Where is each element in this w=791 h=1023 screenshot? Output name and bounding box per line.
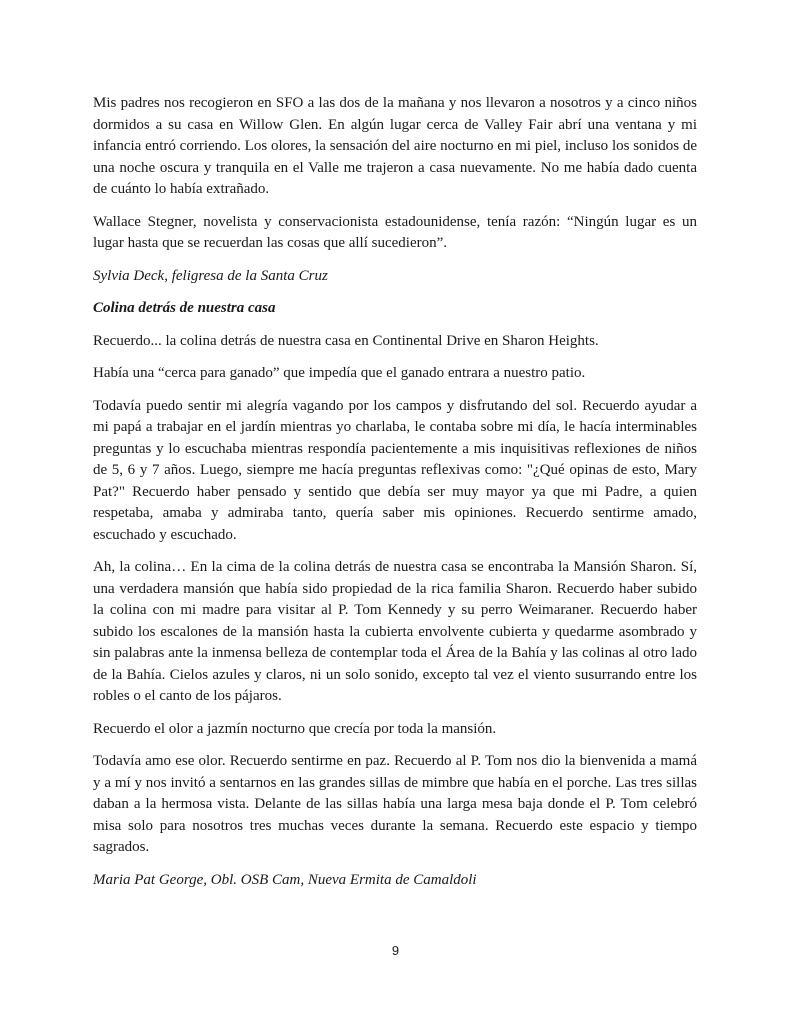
paragraph-cerca-ganado: Había una “cerca para ganado” que impedía que el ganado entrara a nuestro patio. — [93, 365, 586, 381]
paragraph-arrival: Mis padres nos recogieron en SFO a las dos de la mañana y nos llevaron a nosotros y a cinco niños dormidos a su casa en Willow Glen. En algún lugar cerca de Valley Fair abrí una ventana y mi infancia entró corriendo. Los olores, la sensación del aire nocturno en mi piel, incluso los sonidos de una noche oscura y tranquila en el Valle me trajeron a casa nuevamente. No me había dado cuenta de cuánto lo había extrañado. — [93, 95, 697, 197]
paragraph-mansion-sharon: Ah, la colina… En la cima de la colina detrás de nuestra casa se encontraba la Mansión Sharon. Sí, una verdadera mansión que había sido propiedad de la rica familia Sharon. Recuerdo haber subido la colina con mi madre para visitar al P. Tom Kennedy y su perro Weimaraner. Recuerdo haber subido los escalones de la mansión hasta la cubierta envolvente cubierta y quedarme asombrado y sin palabras ante la inmensa belleza de contemplar toda el Área de la Bahía y las colinas al otro lado de la Bahía. Cielos azules y claros, ni un solo sonido, excepto tal vez el viento susurrando entre los robles o el canto de los pájaros. — [93, 559, 697, 704]
page-body — [93, 93, 697, 902]
paragraph-stegner-quote: Wallace Stegner, novelista y conservacionista estadounidense, tenía razón: “Ningún lugar es un lugar hasta que se recuerdan las cosas que allí sucedieron”. — [93, 213, 697, 251]
author-signature-maria-pat: Maria Pat George, Obl. OSB Cam, Nueva Ermita de Camaldoli — [93, 871, 477, 888]
paragraph-recuerdo-colina: Recuerdo... la colina detrás de nuestra casa en Continental Drive en Sharon Heights. — [93, 332, 599, 349]
author-signature-sylvia: Sylvia Deck, feligresa de la Santa Cruz — [93, 267, 328, 284]
section-heading: Colina detrás de nuestra casa — [93, 300, 276, 316]
paragraph-misa: Todavía amo ese olor. Recuerdo sentirme en paz. Recuerdo al P. Tom nos dio la bienvenida a mamá y a mí y nos invitó a sentarnos en las grandes sillas de mimbre que había en el porche. Las tres sillas daban a la hermosa vista. Delante de las sillas había una larga mesa baja donde el P. Tom celebró misa solo para nosotros tres muchas veces durante la semana. Recuerdo este espacio y tiempo sagrados. — [93, 753, 697, 855]
paragraph-jazmin: Recuerdo el olor a jazmín nocturno que crecía por toda la mansión. — [93, 720, 497, 737]
paragraph-papa-jardin: Todavía puedo sentir mi alegría vagando por los campos y disfrutando del sol. Recuerdo ayudar a mi papá a trabajar en el jardín mientras yo charlaba, le contaba sobre mi día, le hacía interminables preguntas y lo escuchaba mientras respondía pacientemente a mis inquisitivas reflexiones de niños de 5, 6 y 7 años. Luego, siempre me hacía preguntas reflexivas como: "¿Qué opinas de esto, Mary Pat?" Recuerdo haber pensado y sentido que debía ser muy mayor ya que mi Padre, a quien respetaba, amaba y admiraba tanto, quería saber mis opiniones. Recuerdo sentirme amado, escuchado y escuchado. — [93, 397, 697, 543]
page-number: 9 — [391, 943, 400, 958]
